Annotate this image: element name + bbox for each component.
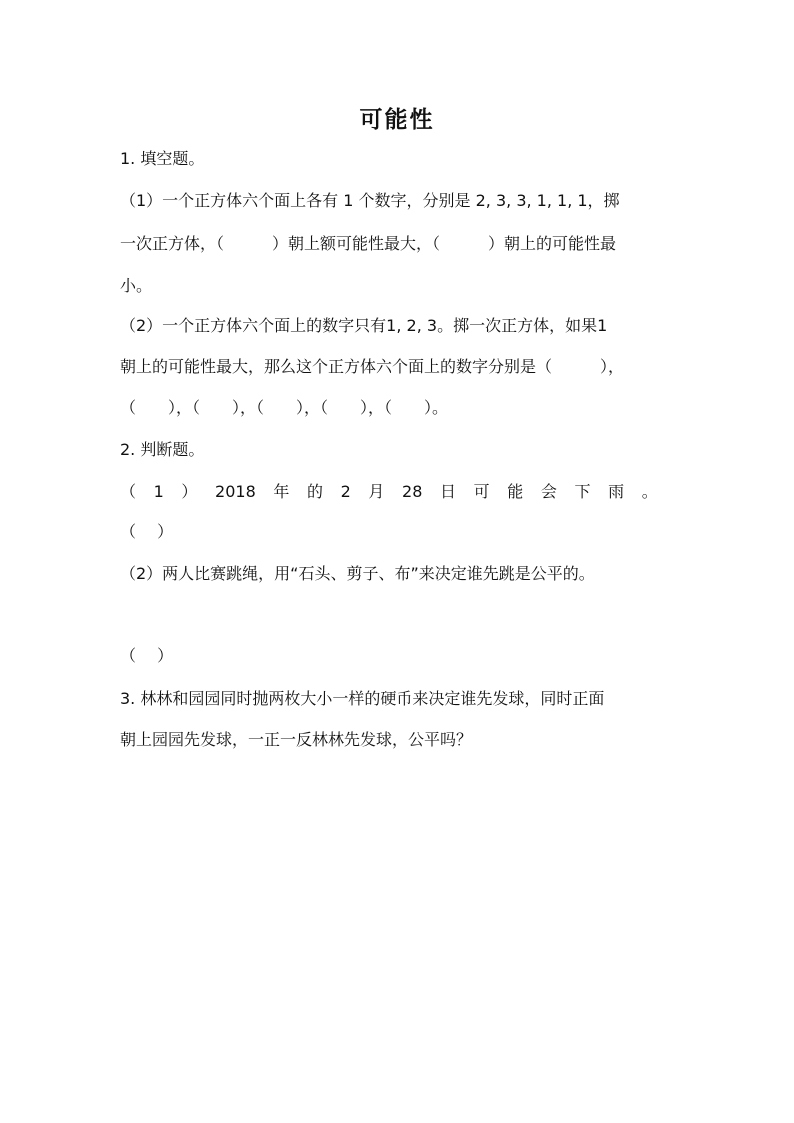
q2-item2-statement: （2）两人比赛跳绳，用“石头、剪子、布”来决定谁先跳是公平的。 xyxy=(120,564,595,583)
q1-part1-line2: 一次正方体，（ ）朝上额可能性最大，（ ）朝上的可能性最 xyxy=(120,234,617,253)
q2-item1-token: 雨 xyxy=(608,482,625,501)
q1-part1-line3: 小。 xyxy=(120,276,153,295)
q2-item1-token: 的 xyxy=(307,482,324,501)
q3-line1: 3. 林林和园园同时抛两枚大小一样的硬币来决定谁先发球，同时正面 xyxy=(120,689,605,708)
q1-heading: 1. 填空题。 xyxy=(120,149,205,168)
q2-item1-token: 会 xyxy=(540,482,557,501)
q2-item1-answer-blank: （ ） xyxy=(120,522,174,541)
page-title: 可能性 xyxy=(359,107,435,133)
q2-item1-token: 28 xyxy=(402,482,423,501)
q2-item1-token: 可 xyxy=(473,482,490,501)
q2-item1-token: 。 xyxy=(641,482,658,501)
q2-item1-token: 2018 xyxy=(215,482,256,501)
q2-item1-token: 1 xyxy=(153,482,164,501)
q2-heading: 2. 判断题。 xyxy=(120,440,205,459)
q2-item1-token: 日 xyxy=(440,482,457,501)
q1-part2-line1: （2）一个正方体六个面上的数字只有1, 2, 3。掷一次正方体，如果1 xyxy=(120,316,608,335)
q3-line2: 朝上园园先发球，一正一反林林先发球，公平吗？ xyxy=(120,730,473,749)
q2-item1-token: 年 xyxy=(273,482,290,501)
q2-item1-token: 能 xyxy=(507,482,524,501)
q2-item1-token: ） xyxy=(181,482,198,501)
q2-item1-token: 下 xyxy=(574,482,591,501)
q2-item1-statement xyxy=(120,481,658,503)
q2-item1-token: 月 xyxy=(368,482,385,501)
q2-item1-token: （ xyxy=(120,482,137,501)
q1-part2-line3: （ ），（ ），（ ），（ ），（ ）。 xyxy=(120,398,449,417)
q2-item2-answer-blank: （ ） xyxy=(120,646,174,665)
q1-part2-line2: 朝上的可能性最大，那么这个正方体六个面上的数字分别是（ ）， xyxy=(120,357,625,376)
q2-item1-token: 2 xyxy=(340,482,351,501)
q1-part1-line1: （1）一个正方体六个面上各有 1 个数字，分别是 2, 3, 3, 1, 1, 1，掷 xyxy=(120,191,620,210)
